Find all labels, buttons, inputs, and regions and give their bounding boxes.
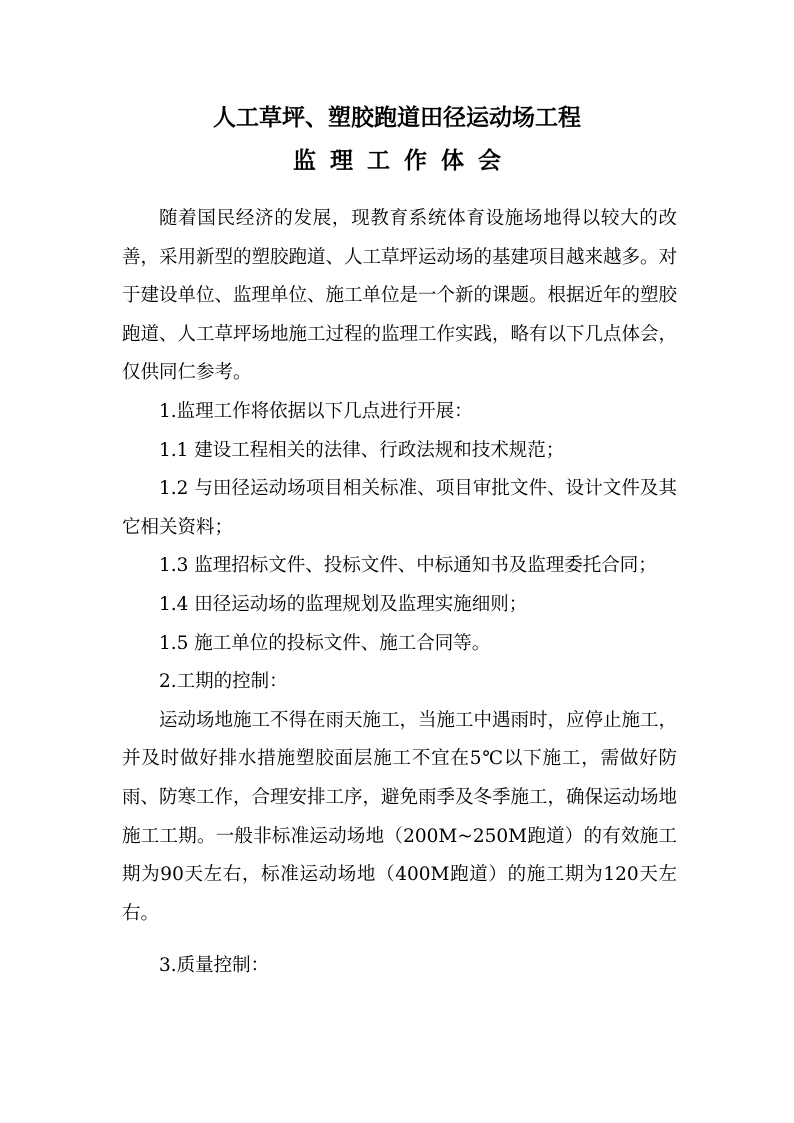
document-subtitle: 监理工作体会	[293, 147, 515, 174]
section-1-item: 1.4 田径运动场的监理规划及监理实施细则；	[159, 593, 528, 615]
document-body	[122, 200, 677, 986]
intro-paragraph: 随着国民经济的发展，现教育系统体育设施场地得以较大的改善，采用新型的塑胶跑道、人工草坪运动场的基建项目越来越多。对于建设单位、监理单位、施工单位是一个新的课题。根据近年的塑胶跑道、人工草坪场地施工过程的监理工作实践，略有以下几点体会，仅供同仁参考。	[122, 208, 678, 384]
section-1-item: 1.5 施工单位的投标文件、施工合同等。	[159, 632, 491, 654]
section-1-heading: 1.监理工作将依据以下几点进行开展：	[159, 400, 473, 422]
section-spacer	[122, 933, 677, 947]
section-2-paragraph: 运动场地施工不得在雨天施工，当施工中遇雨时，应停止施工，并及时做好排水措施塑胶面层施工不宜在5℃以下施工，需做好防雨、防寒工作，合理安排工序，避免雨季及冬季施工，确保运动场地施工工期。一般非标准运动场地（200M~250M跑道）的有效施工期为90天左右，标准运动场地（400M跑道）的施工期为120天左右。	[122, 709, 678, 924]
section-1-item: 1.3 监理招标文件、投标文件、中标通知书及监理委托合同；	[159, 555, 657, 577]
section-1-item: 1.1 建设工程相关的法律、行政法规和技术规范；	[159, 439, 565, 461]
section-1-item: 1.2 与田径运动场项目相关标准、项目审批文件、设计文件及其它相关资料；	[122, 478, 677, 538]
section-3-heading: 3.质量控制：	[159, 955, 270, 977]
section-2-heading: 2.工期的控制：	[159, 671, 288, 693]
document-title: 人工草坪、塑胶跑道田径运动场工程	[213, 104, 581, 131]
